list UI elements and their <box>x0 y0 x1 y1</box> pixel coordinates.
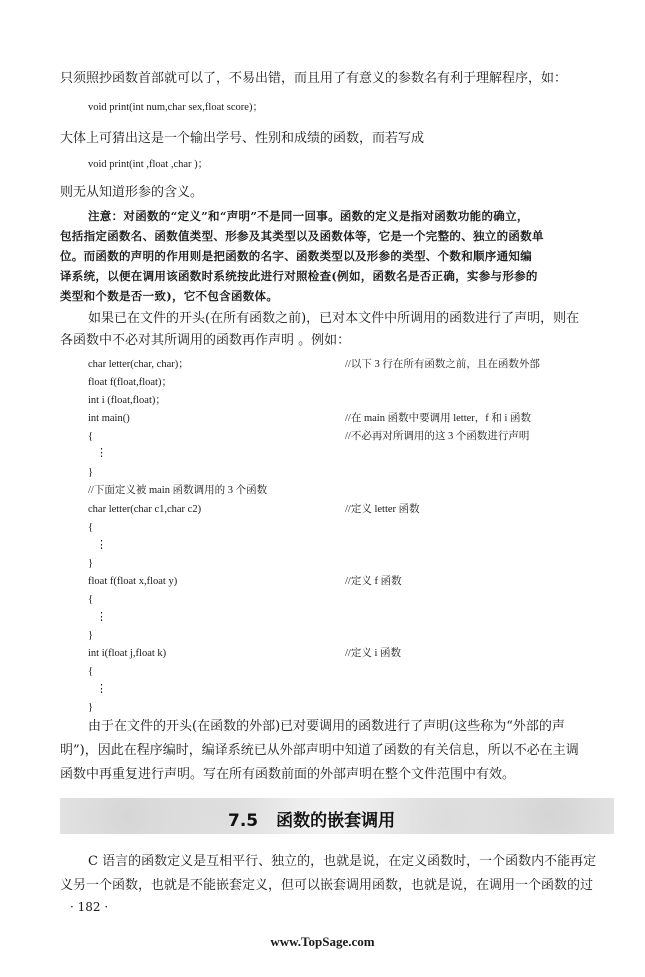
paragraph-5-line-3: 函数中再重复进行声明。写在所有函数前面的外部声明在整个文件范围中有效。 <box>60 767 516 782</box>
code-line: //下面定义被 main 函数调用的 3 个函数 <box>88 485 268 496</box>
code-line: char letter(char c1,char c2) <box>88 504 202 515</box>
code-line: { <box>88 431 94 442</box>
note-text-1: ：对函数的“定义”和“声明”不是同一回事。函数的定义是指对函数功能的确立， <box>111 209 529 223</box>
code-line: { <box>88 594 94 605</box>
code-line: { <box>88 666 94 677</box>
paragraph-2: 大体上可猜出这是一个输出学号、性别和成绩的函数，而若写成 <box>60 131 425 146</box>
paragraph-4-line-1: 如果已在文件的开头(在所有函数之前)，已对本文件中所调用的函数进行了声明，则在 <box>88 311 580 326</box>
code-ellipsis: ⋮ <box>96 539 107 551</box>
code-comment: //定义 f 函数 <box>345 576 402 587</box>
note-line-1 <box>88 208 529 225</box>
code-line: int i (float,float)； <box>88 395 166 406</box>
paragraph-6-line-2: 义另一个函数，也就是不能嵌套定义，但可以嵌套调用函数，也就是说，在调用一个函数的过 <box>60 878 594 893</box>
code-line: } <box>88 702 94 713</box>
section-title: 函数的嵌套调用 <box>276 811 396 831</box>
code-comment: //以下 3 行在所有函数之前，且在函数外部 <box>345 359 540 370</box>
paragraph-4-line-2: 各函数中不必对其所调用的函数再作声明 。例如： <box>60 333 351 348</box>
section-number: 7.5 <box>228 811 259 831</box>
code-line: char letter(char, char)； <box>88 359 189 370</box>
code-line: float f(float x,float y) <box>88 576 178 587</box>
note-line-3: 位。而函数的声明的作用则是把函数的名字、函数类型以及形参的类型、个数和顺序通知编 <box>60 249 532 263</box>
code-comment: //在 main 函数中要调用 letter，f 和 i 函数 <box>345 413 532 424</box>
code-comment: //定义 letter 函数 <box>345 504 420 515</box>
code-line: { <box>88 522 94 533</box>
note-line-2: 包括指定函数名、函数值类型、形参及其类型以及函数体等，它是一个完整的、独立的函数单 <box>60 229 544 243</box>
note-label: 注意 <box>88 209 112 223</box>
code-line: int i(float j,float k) <box>88 648 167 659</box>
code-line: float f(float,float)； <box>88 377 172 388</box>
code-line: } <box>88 558 94 569</box>
code-comment: //定义 i 函数 <box>345 648 402 659</box>
code-example-1: void print(int num,char sex,float score)； <box>88 102 263 113</box>
code-line: int main() <box>88 413 130 424</box>
code-example-2: void print(int ,float ,char )； <box>88 159 209 170</box>
paragraph-6-line-1: C 语言的函数定义是互相平行、独立的，也就是说，在定义函数时，一个函数内不能再定 <box>88 854 597 869</box>
code-ellipsis: ⋮ <box>96 447 107 459</box>
page-number: · 182 · <box>70 900 109 914</box>
paragraph-5-line-2: 明”)，因此在程序编时，编译系统已从外部声明中知道了函数的有关信息，所以不必在主调 <box>60 743 579 758</box>
code-ellipsis: ⋮ <box>96 611 107 623</box>
paragraph-5-line-1: 由于在文件的开头(在函数的外部)已对要调用的函数进行了声明(这些称为“外部的声 <box>88 719 565 734</box>
website-footer: www.TopSage.com <box>270 934 375 949</box>
code-line: } <box>88 630 94 641</box>
note-line-4: 译系统，以便在调用该函数时系统按此进行对照检查(例如，函数名是否正确，实参与形参的 <box>60 269 538 283</box>
paragraph-1: 只须照抄函数首部就可以了，不易出错，而且用了有意义的参数名有利于理解程序，如： <box>60 71 568 86</box>
code-line: } <box>88 467 94 478</box>
paragraph-3: 则无从知道形参的含义。 <box>60 185 204 200</box>
note-line-5: 类型和个数是否一致)，它不包含函数体。 <box>60 289 279 303</box>
code-ellipsis: ⋮ <box>96 683 107 695</box>
section-heading <box>228 806 395 831</box>
code-comment: //不必再对所调用的这 3 个函数进行声明 <box>345 431 530 442</box>
